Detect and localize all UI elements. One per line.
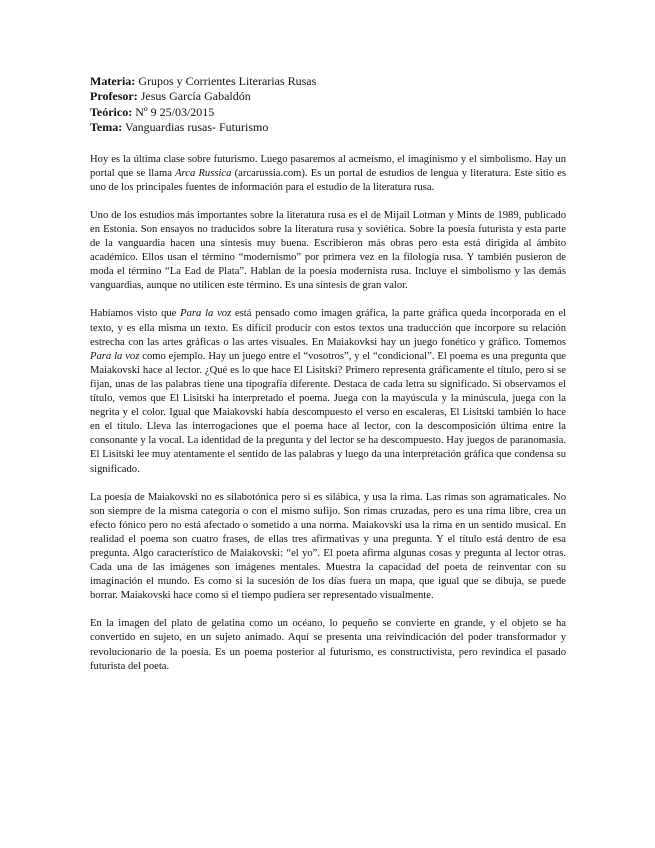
teorico-line <box>90 105 566 120</box>
paragraph-rima: La poesía de Maiakovski no es silabotónica pero si es silábica, y usa la rima. Las rimas son agramaticales. No son siempre de la misma categoría o con el mismo sufijo. Son rimas cruzadas, pero es una rima libre, crea un efecto fónico pero no está afectado o sometido a una norma. Maiakovski usa la rima en un sentido musical. En realidad el poema son cuatro frases, de ellas tres afirmativas y una pregunta. Y el título está dentro de esa pregunta. Algo característico de Maiakovski: “el yo”. El poeta afirma algunas cosas y pregunta al lector otras. Cada una de las imágenes son imágenes mentales. Muestra la capacidad del poeta de reinventar con su imaginación el mundo. Es como si la sucesión de los días fuera un mapa, que igual que se dibuja, se puede borrar. Maiakovski hace como si el tiempo pudiera ser representado visualmente. <box>90 491 566 602</box>
tema-line <box>90 120 566 135</box>
para-la-voz-title-1: Para la voz <box>180 308 232 320</box>
paragraph-lotman: Uno de los estudios más importantes sobre la literatura rusa es el de Mijail Lotman y Mints de 1989, publicado en Estonia. Son ensayos no traducidos sobre la literatura rusa y soviética. Sobre la poesía futurista y esta parte de la vanguardia hacen una síntesis muy buena. Escribieron más obras pero esta está dirigida al ámbito académico. Ellos usan el término “modernismo” por primera vez en la filología rusa. Y también pusieron de moda el término “La Ead de Plata”. Hablan de la poesía modernista rusa. Incluye el simbolismo y las demás vanguardias, aunque no utilicen este término. Es una síntesis de gran valor. <box>90 209 566 292</box>
tema-label: Tema: <box>90 120 123 135</box>
teorico-value: Nº 9 25/03/2015 <box>132 104 215 119</box>
materia-label: Materia: <box>90 74 136 88</box>
profesor-line <box>90 89 566 104</box>
paragraph-voz-text-c: está pensado como imagen gráfica, la parte gráfica queda incorporada en el texto, y es ella misma un texto. Es difícil producir con estos textos una traducción que incorpore su relación estrecha con las artes gráficas o las artes visuales. En Maiakovksi hay un juego fonético y gráfico. Tomemos <box>90 308 566 348</box>
arca-russica-title: Arca Russica <box>175 167 232 179</box>
paragraph-gelatina: En la imagen del plato de gelatina como un océano, lo pequeño se convierte en grande, y el objeto se ha convertido en sujeto, en un sujeto animado. Aquí se presenta una reivindicación del poder transformador y revolucionario de la poesía. Es un poema posterior al futurismo, es constructivista, pero revindica el pasado futurista del poeta. <box>90 618 566 672</box>
materia-line <box>90 74 566 89</box>
profesor-value: Jesus García Gabaldón <box>137 89 251 104</box>
paragraph-voz-text-a: Habíamos visto que <box>90 308 181 320</box>
paragraph-para-la-voz <box>90 307 566 476</box>
paragraph-voz-text-e: como ejemplo. Hay un juego entre el “vosotros”, y el “condicional”. El poema es una pregunta que Maiakovski hace al lector. ¿Qué es lo que hace El Lisitski? Primero representa gráficamente el título, pero si se fijan, unas de las palabras tiene una tipografía diferente. Destaca de cada letra su significado. Si observamos el título, vemos que El Lisitski ha interpretado el poema. Juega con la mayúscula y la minúscula, juega con la negrita y el color. Igual que Maiakovski había descompuesto el verso en escaleras, El Lisitski también lo hace en el título. Lleva las interrogaciones que el poema hace al lector, con la descomposición última entre la consonante y la vocal. La identidad de la pregunta y del lector se ha descompuesto. Hay juegos de paranomasia. El Lisitski lee muy atentamente el sentido de las palabras y luego da una interpretación gráfica que condensa su significado. <box>90 350 566 475</box>
para-la-voz-title-2: Para la voz <box>90 350 140 362</box>
class-header <box>90 74 566 136</box>
profesor-label: Profesor: <box>90 89 138 104</box>
materia-value: Grupos y Corrientes Literarias Rusas <box>135 74 317 88</box>
paragraph-intro-text-a: Hoy es la última clase sobre futurismo. Luego pasaremos al acmeísmo, el imaginismo y el simbolismo. Hay un portal que se llama <box>90 153 566 179</box>
teorico-label: Teórico: <box>90 104 133 119</box>
tema-value: Vanguardias rusas- Futurismo <box>122 120 269 135</box>
paragraph-intro <box>90 153 566 195</box>
document-page <box>90 74 566 688</box>
paragraph-intro-text-c: (arcarussia.com). Es un portal de estudios de lengua y literatura. Este sitio es uno de los principales fuentes de información para el estudio de la literatura rusa. <box>90 167 567 193</box>
